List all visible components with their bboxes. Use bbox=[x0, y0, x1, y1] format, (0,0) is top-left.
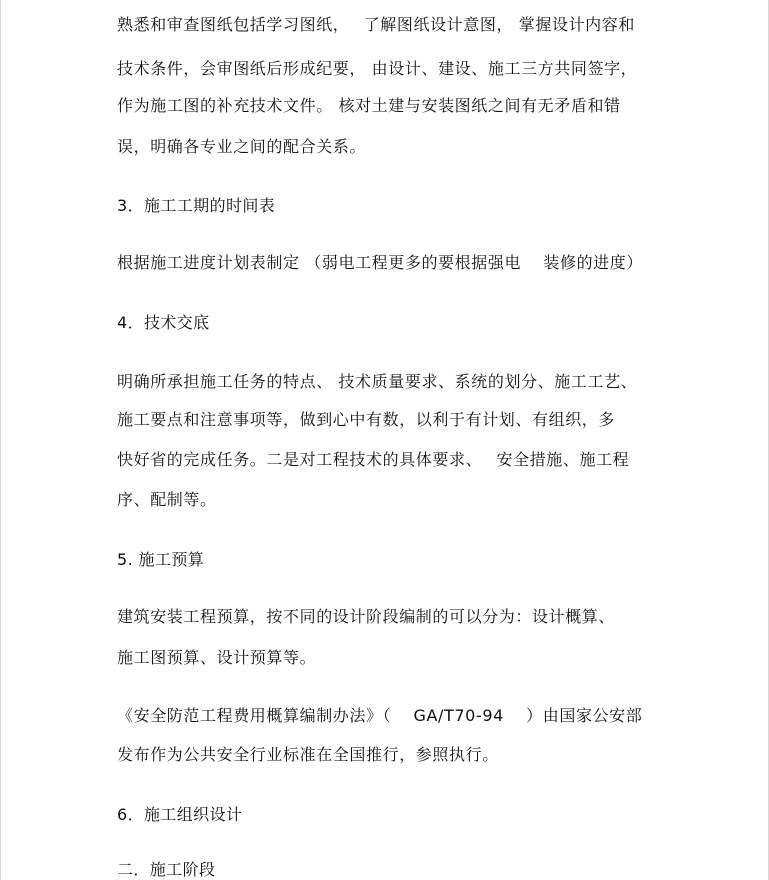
paragraph-line: 施工要点和注意事项等，做到心中有数，以利于有计划、有组织，多 bbox=[117, 410, 616, 429]
section-heading-schedule: 3．施工工期的时间表 bbox=[117, 196, 276, 215]
paragraph-line: 建筑安装工程预算，按不同的设计阶段编制的可以分为：设计概算、 bbox=[117, 607, 616, 626]
paragraph-line: 熟悉和审查图纸包括学习图纸， 了解图纸设计意图， 掌握设计内容和 bbox=[117, 15, 635, 34]
paragraph-line: 误，明确各专业之间的配合关系。 bbox=[117, 137, 367, 156]
paragraph-line: 快好省的完成任务。二是对工程技术的具体要求、 安全措施、施工程 bbox=[117, 450, 630, 469]
paragraph-line: 技术条件，会审图纸后形成纪要， 由设计、建设、施工三方共同签字， bbox=[117, 59, 638, 78]
paragraph-line: 序、配制等。 bbox=[117, 490, 217, 509]
paragraph-line: 发布作为公共安全行业标准在全国推行，参照执行。 bbox=[117, 745, 499, 764]
page-left-edge bbox=[0, 0, 1, 880]
paragraph-line: 《安全防范工程费用概算编制办法》（ GA/T70-94 ）由国家公安部 bbox=[117, 706, 643, 725]
section-heading-budget: 5. 施工预算 bbox=[117, 550, 205, 569]
section-heading-organization-design: 6．施工组织设计 bbox=[117, 805, 243, 824]
paragraph-line: 根据施工进度计划表制定 （弱电工程更多的要根据强电 装修的进度） bbox=[117, 253, 643, 272]
section-heading-technical-briefing: 4．技术交底 bbox=[117, 313, 210, 332]
paragraph-line: 施工图预算、设计预算等。 bbox=[117, 648, 317, 667]
section-heading-construction-phase: 二．施工阶段 bbox=[117, 860, 216, 879]
paragraph-line: 作为施工图的补充技术文件。 核对土建与安装图纸之间有无矛盾和错 bbox=[117, 96, 621, 115]
paragraph-line: 明确所承担施工任务的特点、 技术质量要求、系统的划分、施工工艺、 bbox=[117, 372, 638, 391]
